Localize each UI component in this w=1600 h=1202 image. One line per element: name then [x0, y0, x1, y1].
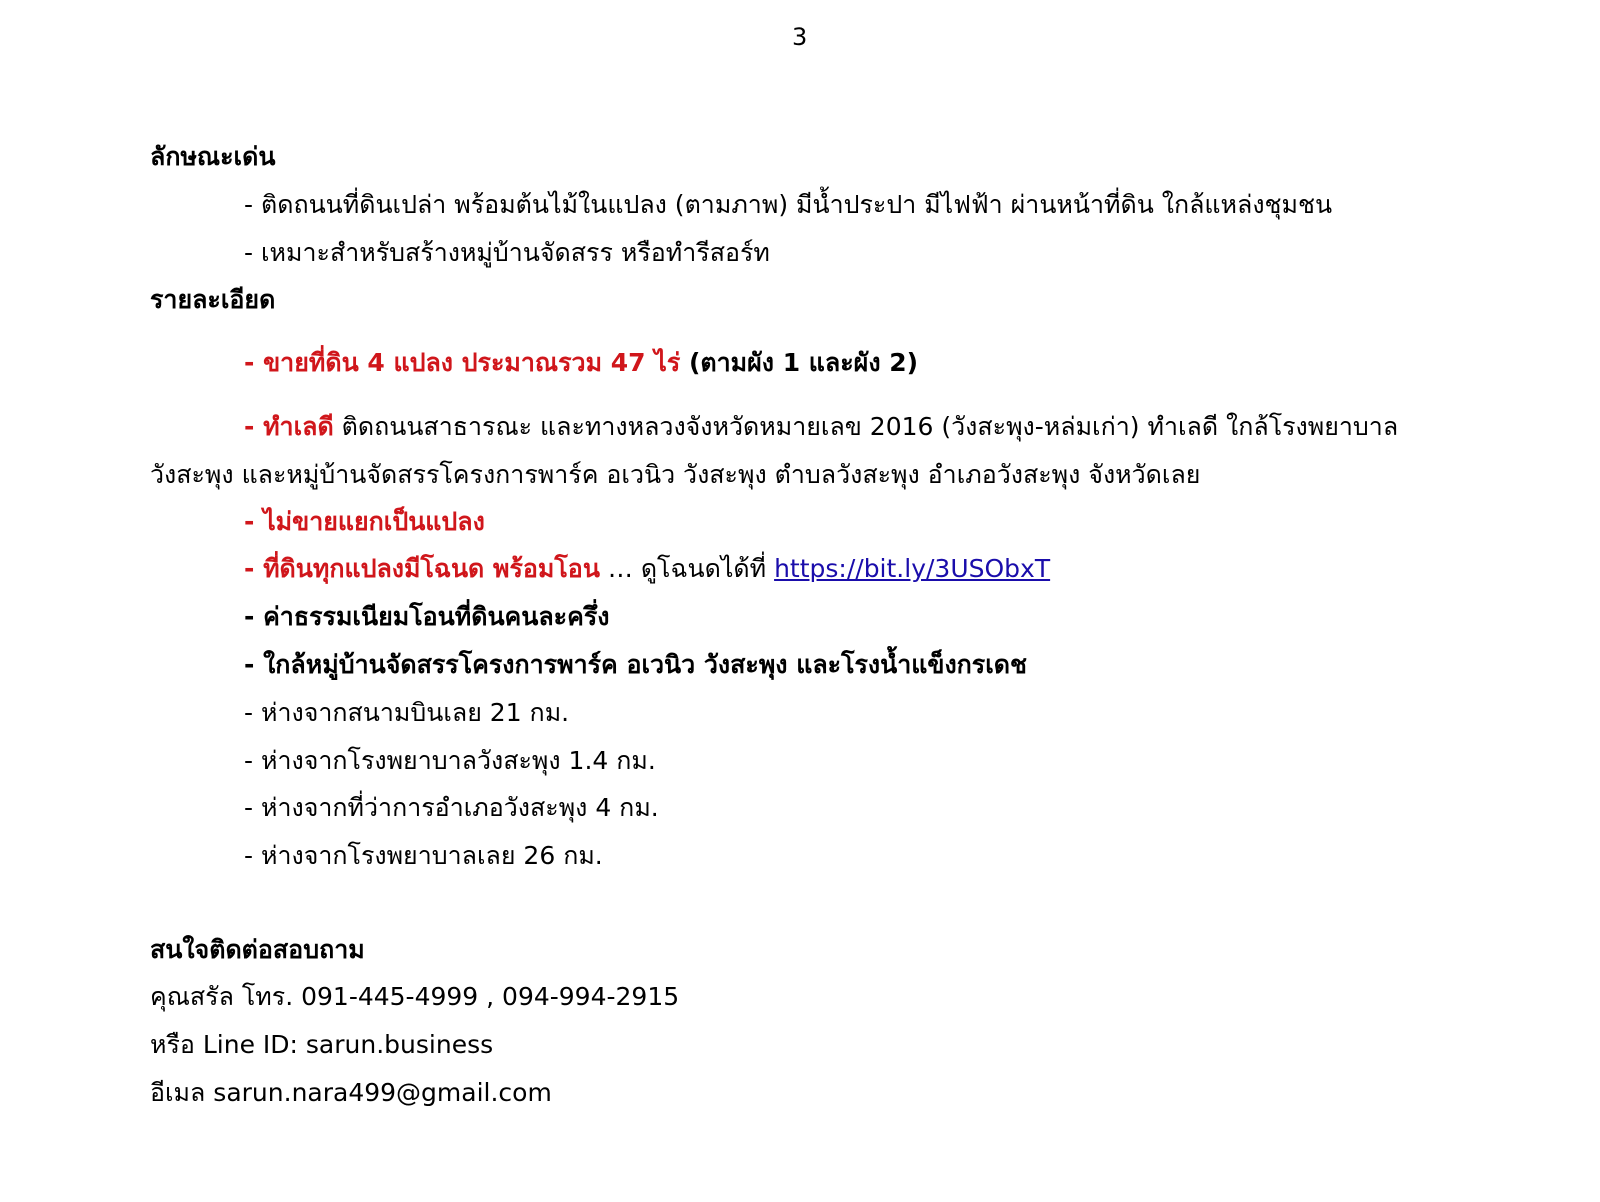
nearby-note: - ใกล้หมู่บ้านจัดสรรโครงการพาร์ค อเวนิว วังสะพุง และโรงน้ำแข็งกรเดช — [244, 650, 1027, 679]
sale-line — [244, 346, 918, 380]
contact-email: อีเมล sarun.nara499@gmail.com — [150, 1078, 552, 1107]
sale-highlight: - ขายที่ดิน 4 แปลง ประมาณรวม 47 ไร่ — [244, 348, 681, 377]
deed-highlight: - ที่ดินทุกแปลงมีโฉนด พร้อมโอน — [244, 554, 600, 583]
location-line-2: วังสะพุง และหมู่บ้านจัดสรรโครงการพาร์ค อเวนิว วังสะพุง ตำบลวังสะพุง อำเภอวังสะพุง จังหวัดเลย — [150, 460, 1201, 489]
location-line-1 — [244, 410, 1398, 444]
deed-link[interactable]: https://bit.ly/3USObxT — [774, 554, 1051, 583]
features-heading: ลักษณะเด่น — [150, 142, 276, 171]
distance-item: - ห่างจากสนามบินเลย 21 กม. — [244, 698, 570, 727]
deed-text: … ดูโฉนดได้ที่ — [599, 554, 775, 583]
distance-item: - ห่างจากโรงพยาบาลเลย 26 กม. — [244, 841, 603, 870]
contact-line-id: หรือ Line ID: sarun.business — [150, 1030, 494, 1059]
location-highlight: - ทำเลดี — [244, 412, 334, 441]
contact-heading: สนใจติดต่อสอบถาม — [150, 935, 365, 964]
fee-note: - ค่าธรรมเนียมโอนที่ดินคนละครึ่ง — [244, 602, 610, 631]
deed-line — [244, 552, 1050, 586]
details-heading: รายละเอียด — [150, 285, 276, 314]
contact-name-phone: คุณสรัล โทร. 091-445-4999 , 094-994-2915 — [150, 982, 680, 1011]
sale-plan-note: (ตามผัง 1 และผัง 2) — [680, 348, 919, 377]
distance-item: - ห่างจากที่ว่าการอำเภอวังสะพุง 4 กม. — [244, 793, 659, 822]
feature-item: - ติดถนนที่ดินเปล่า พร้อมต้นไม้ในแปลง (ตามภาพ) มีน้ำประปา มีไฟฟ้า ผ่านหน้าที่ดิน ใกล้แหล่งชุมชน — [244, 190, 1333, 219]
feature-item: - เหมาะสำหรับสร้างหมู่บ้านจัดสรร หรือทำรีสอร์ท — [244, 238, 770, 267]
page-number: 3 — [792, 23, 808, 51]
no-split-note: - ไม่ขายแยกเป็นแปลง — [244, 507, 485, 536]
location-text: ติดถนนสาธารณะ และทางหลวงจังหวัดหมายเลข 2016 (วังสะพุง-หล่มเก่า) ทำเลดี ใกล้โรงพยาบาล — [333, 412, 1399, 441]
distance-item: - ห่างจากโรงพยาบาลวังสะพุง 1.4 กม. — [244, 746, 656, 775]
